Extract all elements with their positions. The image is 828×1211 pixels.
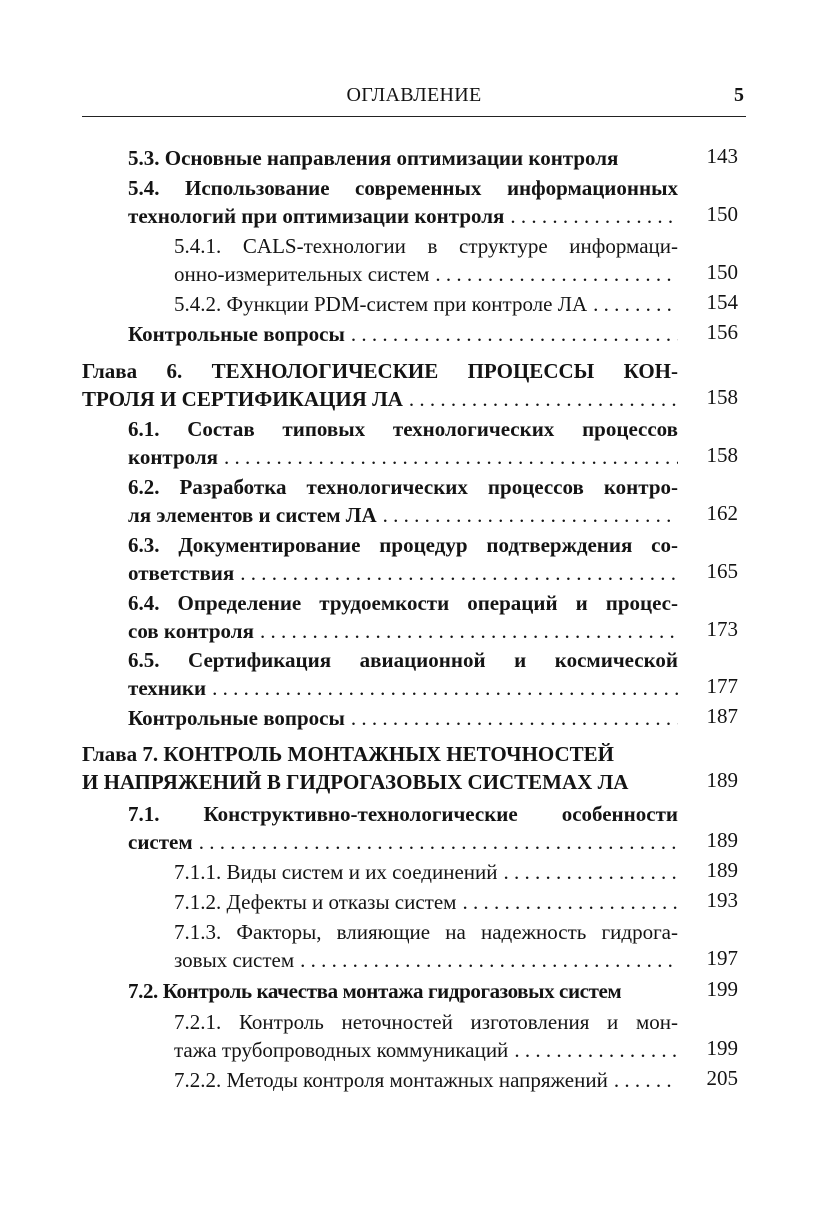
toc-entry-title: 6.3. Документирование процедур подтверждения со- — [128, 533, 678, 557]
toc-entry-page: 189 — [706, 858, 738, 882]
toc-entry-page: 187 — [706, 704, 738, 728]
toc-entry-title: Глава 7. КОНТРОЛЬ МОНТАЖНЫХ НЕТОЧНОСТЕЙ — [82, 742, 615, 766]
toc-entry-title: Контрольные вопросы — [128, 322, 345, 346]
leader-dots — [383, 501, 678, 529]
leader-dots — [504, 858, 678, 886]
running-title: ОГЛАВЛЕНИЕ — [346, 84, 482, 106]
toc-entry — [128, 531, 678, 587]
toc-entry-title-cont: систем — [128, 830, 193, 854]
toc-entry — [128, 646, 678, 702]
toc-chapter-entry — [82, 357, 678, 413]
toc-entry-title: Глава 6. ТЕХНОЛОГИЧЕСКИЕ ПРОЦЕССЫ КОН- — [82, 359, 678, 383]
toc-entry — [174, 1008, 678, 1064]
toc-entry-page: 162 — [706, 501, 738, 525]
toc-entry-title-cont: техники — [128, 676, 207, 700]
toc-entry-title: Контрольные вопросы — [128, 706, 345, 730]
toc-entry-title-cont: И НАПРЯЖЕНИЙ В ГИДРОГАЗОВЫХ СИСТЕМАХ ЛА — [82, 770, 629, 794]
toc-entry-title-cont: технологий при оптимизации контроля — [128, 204, 505, 228]
toc-entry-page: 177 — [706, 674, 738, 698]
toc-entry-page: 197 — [706, 946, 738, 970]
toc-entry — [174, 918, 678, 974]
toc-entry-page: 199 — [706, 977, 738, 1001]
toc-entry-page: 165 — [706, 559, 738, 583]
toc-entry-title: 6.1. Состав типовых технологических процессов — [128, 417, 678, 441]
toc-chapter-entry — [82, 740, 678, 796]
leader-dots — [409, 385, 678, 413]
toc-entry-page: 189 — [706, 768, 738, 792]
leader-dots — [199, 828, 678, 856]
page-number: 5 — [734, 84, 744, 106]
toc-entry-page: 158 — [706, 385, 738, 409]
leader-dots — [593, 290, 678, 318]
toc-entry-title: 5.4.1. CALS-технологии в структуре информаци- — [174, 234, 678, 258]
toc-entry-page: 205 — [706, 1066, 738, 1090]
toc-entry-title: 7.2. Контроль качества монтажа гидрогазовых систем — [128, 979, 622, 1003]
toc-entry-page: 156 — [706, 320, 738, 344]
toc-entry — [174, 858, 678, 886]
toc-entry-title: 5.4. Использование современных информационных — [128, 176, 678, 200]
toc-entry-title: 7.1.3. Факторы, влияющие на надежность гидрога- — [174, 920, 678, 944]
toc-entry-title: 7.1.2. Дефекты и отказы систем — [174, 890, 457, 914]
toc-entry-page: 143 — [706, 144, 738, 168]
toc-entry — [128, 589, 678, 645]
leader-dots — [510, 202, 678, 230]
toc-entry — [174, 1066, 678, 1094]
toc-entry-page: 150 — [706, 260, 738, 284]
toc-entry-title: 6.5. Сертификация авиационной и космической — [128, 648, 678, 672]
toc-entry-title: 7.1.1. Виды систем и их соединений — [174, 860, 498, 884]
toc-entry-page: 193 — [706, 888, 738, 912]
leader-dots — [614, 1066, 678, 1094]
toc-entry-title: 6.2. Разработка технологических процессов контро- — [128, 475, 678, 499]
leader-dots — [435, 260, 678, 288]
toc-entry-title: 7.2.2. Методы контроля монтажных напряжений — [174, 1068, 608, 1092]
toc-entry-title-cont: зовых систем — [174, 948, 295, 972]
leader-dots — [300, 946, 678, 974]
toc-entry-title-cont: ТРОЛЯ И СЕРТИФИКАЦИЯ ЛА — [82, 387, 403, 411]
toc-entry-title: 6.4. Определение трудоемкости операций и процес- — [128, 591, 678, 615]
leader-dots — [462, 888, 678, 916]
toc-entry-page: 150 — [706, 202, 738, 226]
toc-entry-page: 189 — [706, 828, 738, 852]
toc-entry-page: 199 — [706, 1036, 738, 1060]
toc-entry — [174, 290, 678, 318]
toc-entry-title: 7.1. Конструктивно-технологические особенности — [128, 802, 678, 826]
leader-dots — [514, 1036, 678, 1064]
toc-entry — [128, 704, 678, 732]
toc-entry-title-cont: контроля — [128, 445, 219, 469]
leader-dots — [240, 559, 678, 587]
toc-entry-title-cont: сов контроля — [128, 619, 254, 643]
toc-entry — [128, 473, 678, 529]
toc-entry-title: 7.2.1. Контроль неточностей изготовления и мон- — [174, 1010, 678, 1034]
toc-entry — [128, 977, 688, 1005]
toc-entry-page: 158 — [706, 443, 738, 467]
leader-dots — [351, 704, 678, 732]
toc-entry-page: 154 — [706, 290, 738, 314]
toc-entry — [128, 800, 678, 856]
leader-dots — [224, 443, 678, 471]
toc-entry-title: 5.3. Основные направления оптимизации контроля — [128, 146, 619, 170]
toc-entry-title-cont: ля элементов и систем ЛА — [128, 503, 377, 527]
toc-entry-page: 173 — [706, 617, 738, 641]
leader-dots — [212, 674, 678, 702]
toc-entry — [128, 320, 678, 348]
toc-entry-title-cont: ответствия — [128, 561, 235, 585]
leader-dots — [260, 617, 678, 645]
toc-entry — [174, 888, 678, 916]
toc-entry — [128, 174, 678, 230]
toc-entry — [128, 415, 678, 471]
toc-entry — [174, 232, 678, 288]
toc-entry-title: 5.4.2. Функции PDM-систем при контроле ЛА — [174, 292, 588, 316]
leader-dots — [351, 320, 678, 348]
toc-entry — [128, 144, 678, 172]
toc-entry-title-cont: тажа трубопроводных коммуникаций — [174, 1038, 509, 1062]
toc-entry-title-cont: онно-измерительных систем — [174, 262, 430, 286]
